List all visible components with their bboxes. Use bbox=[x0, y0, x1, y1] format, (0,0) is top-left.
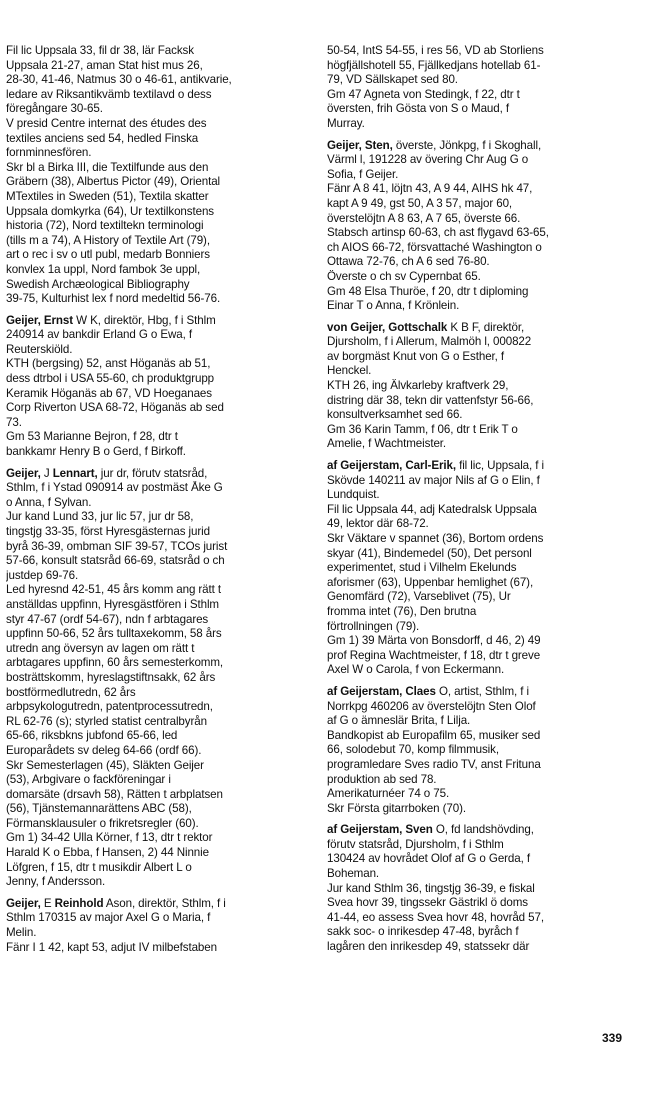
text-run: ledare av Riksantikvämb textilavd o dess bbox=[6, 87, 212, 101]
text-line bbox=[6, 598, 308, 613]
text-run: prof Regina Wachtmeister, f 18, dtr t greve bbox=[327, 648, 541, 662]
text-run: Jur kand Lund 33, jur lic 57, jur dr 58, bbox=[6, 510, 194, 524]
text-run: 79, VD Sällskapet sed 80. bbox=[327, 73, 458, 87]
text-run: Lundquist. bbox=[327, 488, 380, 502]
text-run: (53), Arbgivare o fackföreningar i bbox=[6, 773, 171, 787]
text-run: art o rec i sv o utl publ, medarb Bonniers bbox=[6, 248, 210, 262]
text-line bbox=[6, 656, 308, 671]
text-run: Boheman. bbox=[327, 867, 380, 881]
text-line bbox=[327, 503, 629, 518]
text-run: arbtagares uppfinn, 60 års semesterkomm, bbox=[6, 656, 224, 670]
text-line bbox=[6, 278, 308, 293]
text-run: (tills m a 74), A History of Textile Art (79), bbox=[6, 233, 210, 247]
text-run: jur dr, förutv statsråd, bbox=[97, 466, 208, 480]
text-line bbox=[6, 102, 308, 117]
text-line bbox=[327, 88, 629, 103]
text-line bbox=[6, 467, 308, 482]
text-line bbox=[6, 88, 308, 103]
text-run: Gm 48 Elsa Thuröe, f 20, dtr t diploming bbox=[327, 284, 529, 298]
text-line bbox=[327, 852, 629, 867]
text-run: Sthlm 170315 av major Axel G o Maria, f bbox=[6, 911, 211, 925]
text-run: aforismer (63), Uppenbar hemlighet (67), bbox=[327, 575, 534, 589]
text-run: K B F, direktör, bbox=[447, 320, 525, 334]
text-line bbox=[327, 532, 629, 547]
text-line bbox=[6, 627, 308, 642]
text-run: bostförmedlutredn, 62 års bbox=[6, 685, 136, 699]
text-run: Amelie, f Wachtmeister. bbox=[327, 437, 447, 451]
text-run: Gräbern (38), Albertus Pictor (49), Oriental bbox=[6, 175, 221, 189]
text-run: Genomfärd (72), Varseblivet (75), Ur bbox=[327, 590, 511, 604]
text-run: O, fd landshövding, bbox=[432, 823, 534, 837]
text-line bbox=[6, 248, 308, 263]
text-run: 28-30, 41-46, Natmus 30 o 46-61, antikvarie, bbox=[6, 73, 232, 87]
text-line bbox=[327, 925, 629, 940]
text-line bbox=[6, 802, 308, 817]
text-run: Skr bl a Birka III, die Textilfunde aus den bbox=[6, 160, 209, 174]
text-run: lagåren den inrikesdep 49, statssekr där bbox=[327, 940, 530, 954]
biography-entry bbox=[327, 459, 629, 678]
text-run: sakk soc- o inrikesdep 47-48, byråch f bbox=[327, 925, 519, 939]
text-line bbox=[6, 911, 308, 926]
text-line bbox=[6, 416, 308, 431]
text-line bbox=[6, 744, 308, 759]
text-line bbox=[327, 153, 629, 168]
text-line bbox=[327, 321, 629, 336]
text-line bbox=[6, 73, 308, 88]
text-run: Norrkpg 460206 av överstelöjtn Sten Olof bbox=[327, 699, 536, 713]
text-run: Gm 1) 34-42 Ulla Körner, f 13, dtr t rektor bbox=[6, 831, 213, 845]
text-run: justdep 69-76. bbox=[6, 568, 79, 582]
text-run: Överste o ch sv Cypernbat 65. bbox=[327, 269, 481, 283]
text-run: dess dtrbol i USA 55-60, ch produktgrupp bbox=[6, 372, 215, 386]
text-run: textiles anciens sed 54, hedled Finska bbox=[6, 131, 199, 145]
text-run: arbpsykologutredn, patentprocessutredn, bbox=[6, 700, 213, 714]
biography-entry bbox=[327, 139, 629, 314]
text-run: bosträttskomm, hyreslagstiftnsakk, 62 års bbox=[6, 670, 216, 684]
text-line bbox=[327, 474, 629, 489]
text-run: Led hyresnd 42-51, 45 års komm ang rätt t bbox=[6, 583, 222, 597]
text-run: Skövde 140211 av major Nils af G o Elin, f bbox=[327, 473, 540, 487]
text-run: Djursholm, f i Allerum, Malmöh l, 000822 bbox=[327, 335, 532, 349]
text-line bbox=[6, 846, 308, 861]
text-line bbox=[6, 132, 308, 147]
text-run: Ottawa 72-76, ch A 6 sed 76-80. bbox=[327, 255, 490, 269]
right-column bbox=[327, 44, 629, 962]
text-run: 66, solodebut 70, komp filmmusik, bbox=[327, 743, 499, 757]
text-line bbox=[6, 613, 308, 628]
text-line bbox=[6, 481, 308, 496]
entry-name: Geijer, bbox=[6, 466, 41, 480]
text-run: anställdas uppfinn, Hyresgästfören i Sthlm bbox=[6, 597, 219, 611]
text-line bbox=[6, 430, 308, 445]
entry-name: af Geijerstam, Sven bbox=[327, 823, 433, 837]
text-line bbox=[6, 219, 308, 234]
text-run: Ason, direktör, Sthlm, f i bbox=[103, 896, 226, 910]
text-line bbox=[6, 540, 308, 555]
text-line bbox=[6, 205, 308, 220]
text-line bbox=[6, 817, 308, 832]
text-line bbox=[327, 437, 629, 452]
text-run: Skr Första gitarrboken (70). bbox=[327, 801, 466, 815]
text-run: 39-75, Kulturhist lex f nord medeltid 56-76. bbox=[6, 292, 221, 306]
text-run: Gm 36 Karin Tamm, f 06, dtr t Erik T o bbox=[327, 422, 518, 436]
text-line bbox=[327, 649, 629, 664]
text-run: fornminnesfören. bbox=[6, 146, 92, 160]
text-line bbox=[6, 401, 308, 416]
text-line bbox=[6, 569, 308, 584]
text-line bbox=[327, 911, 629, 926]
text-run: Gm 47 Agneta von Stedingk, f 22, dtr t bbox=[327, 87, 520, 101]
text-line bbox=[327, 299, 629, 314]
text-line bbox=[327, 758, 629, 773]
text-run: af G o ämneslär Brita, f Lilja. bbox=[327, 714, 471, 728]
text-line bbox=[6, 372, 308, 387]
left-column bbox=[6, 44, 308, 962]
text-line bbox=[6, 328, 308, 343]
text-line bbox=[327, 620, 629, 635]
text-run: Skr Väktare v spannet (36), Bortom ordens bbox=[327, 532, 544, 545]
text-run: översten, frih Gösta von S o Maud, f bbox=[327, 102, 509, 116]
text-run: 50-54, IntS 54-55, i res 56, VD ab Storliens bbox=[327, 44, 544, 57]
text-run: konvlex 1a uppl, Nord fambok 3e uppl, bbox=[6, 262, 201, 276]
text-line bbox=[327, 197, 629, 212]
text-run: ch AIOS 66-72, försvattaché Washington o bbox=[327, 240, 542, 254]
text-line bbox=[6, 831, 308, 846]
text-run: 130424 av hovrådet Olof af G o Gerda, f bbox=[327, 852, 530, 866]
text-run: Uppsala domkyrka (64), Ur textilkonstens bbox=[6, 204, 214, 218]
text-line bbox=[6, 117, 308, 132]
text-run: uppfinn 50-66, 52 års tulltaxekomm, 58 års bbox=[6, 627, 222, 641]
text-run: högfjällshotell 55, Fjällkedjans hotellab 61- bbox=[327, 58, 541, 72]
text-run: (56), Tjänstemannarättens ABC (58), bbox=[6, 802, 192, 816]
entry-name: von Geijer, Gottschalk bbox=[327, 320, 448, 334]
text-line bbox=[327, 743, 629, 758]
text-line bbox=[327, 73, 629, 88]
biography-entry bbox=[6, 467, 308, 890]
text-line bbox=[327, 182, 629, 197]
text-line bbox=[6, 234, 308, 249]
text-line bbox=[6, 292, 308, 307]
text-line bbox=[6, 525, 308, 540]
text-line bbox=[327, 547, 629, 562]
text-line bbox=[327, 517, 629, 532]
entry-name: Geijer, Sten, bbox=[327, 138, 393, 152]
text-run: Fänr I 1 42, kapt 53, adjut IV milbefstaben bbox=[6, 940, 217, 954]
text-run: Löfgren, f 15, dtr t musikdir Albert L o bbox=[6, 860, 192, 874]
text-line bbox=[327, 896, 629, 911]
text-run: Uppsala 21-27, aman Stat hist mus 26, bbox=[6, 58, 203, 72]
text-line bbox=[327, 882, 629, 897]
text-line bbox=[327, 226, 629, 241]
text-run: Einar T o Anna, f Krönlein. bbox=[327, 299, 460, 313]
biography-entry bbox=[327, 44, 629, 132]
text-run: 41-44, eo assess Svea hovr 48, hovråd 57, bbox=[327, 910, 544, 924]
text-run: Sofia, f Geijer. bbox=[327, 167, 399, 181]
entry-name: af Geijerstam, Carl-Erik, bbox=[327, 459, 456, 473]
text-line bbox=[327, 940, 629, 955]
text-run: Reuterskiöld. bbox=[6, 342, 73, 356]
text-run: historia (72), Nord textiltekn terminologi bbox=[6, 219, 204, 233]
biography-entry bbox=[6, 314, 308, 460]
text-line bbox=[327, 459, 629, 474]
text-run: domarsäte (drsavh 58), Rätten t arbplatsen bbox=[6, 787, 223, 801]
text-run: W K, direktör, Hbg, f i Sthlm bbox=[73, 313, 216, 327]
text-line bbox=[6, 175, 308, 190]
text-line bbox=[327, 685, 629, 700]
text-run: Förmansklausuler o frikretsregler (60). bbox=[6, 816, 199, 830]
text-run: Skr Semesterlagen (45), Släkten Geijer bbox=[6, 758, 204, 772]
text-run: E bbox=[40, 896, 55, 910]
text-run: o Anna, f Sylvan. bbox=[6, 495, 92, 509]
text-line bbox=[6, 583, 308, 598]
text-line bbox=[6, 788, 308, 803]
text-run: distring där 38, tekn dir vattenfstyr 56-66, bbox=[327, 393, 534, 407]
text-run: Axel W o Carola, f von Eckermann. bbox=[327, 663, 505, 677]
text-line bbox=[6, 59, 308, 74]
text-run: bankkamr Henry B o Gerd, f Birkoff. bbox=[6, 445, 186, 459]
text-run: fil lic, Uppsala, f i bbox=[455, 459, 544, 473]
text-run: Melin. bbox=[6, 926, 37, 940]
text-line bbox=[327, 117, 629, 132]
text-run: 240914 av bankdir Erland G o Ewa, f bbox=[6, 328, 192, 342]
text-line bbox=[327, 255, 629, 270]
text-line bbox=[6, 897, 308, 912]
text-line bbox=[327, 605, 629, 620]
text-line bbox=[327, 561, 629, 576]
text-run: Murray. bbox=[327, 116, 365, 130]
text-run: av borgmäst Knut von G o Esther, f bbox=[327, 349, 505, 363]
text-run: V presid Centre internat des études des bbox=[6, 116, 207, 130]
text-run: överstelöjtn A 8 63, A 7 65, överste 66. bbox=[327, 211, 521, 225]
text-run: KTH (bergsing) 52, anst Höganäs ab 51, bbox=[6, 357, 211, 371]
text-line bbox=[327, 663, 629, 678]
text-run: Henckel. bbox=[327, 364, 372, 378]
text-run: förtrollningen (79). bbox=[327, 619, 420, 633]
biography-entry bbox=[327, 321, 629, 452]
text-line bbox=[327, 408, 629, 423]
text-line bbox=[327, 488, 629, 503]
text-line bbox=[327, 285, 629, 300]
text-line bbox=[327, 59, 629, 74]
text-line bbox=[327, 787, 629, 802]
text-line bbox=[327, 350, 629, 365]
text-line bbox=[6, 941, 308, 956]
text-line bbox=[327, 168, 629, 183]
text-run: Sthlm, f i Ystad 090914 av postmäst Åke G bbox=[6, 481, 223, 495]
text-run: tingstjg 33-35, först Hyresgästernas jurid bbox=[6, 525, 210, 538]
text-run: Amerikaturnéer 74 o 75. bbox=[327, 787, 450, 801]
text-run: Corp Riverton USA 68-72, Höganäs ab sed bbox=[6, 401, 224, 415]
text-line bbox=[327, 867, 629, 882]
text-line bbox=[6, 496, 308, 511]
text-line bbox=[6, 671, 308, 686]
text-run: Stabsch artinsp 60-63, ch ast flygavd 63-65, bbox=[327, 226, 549, 240]
text-run: Swedish Archæological Bibliography bbox=[6, 277, 190, 291]
text-run: J bbox=[40, 466, 53, 480]
text-run: Harald K o Ebba, f Hansen, 2) 44 Ninnie bbox=[6, 846, 209, 860]
text-line bbox=[327, 270, 629, 285]
text-run: överste, Jönkpg, f i Skoghall, bbox=[392, 138, 542, 152]
text-run: 49, lektor där 68-72. bbox=[327, 517, 429, 531]
text-line bbox=[6, 686, 308, 701]
text-line bbox=[6, 387, 308, 402]
text-line bbox=[327, 379, 629, 394]
text-line bbox=[327, 102, 629, 117]
text-line bbox=[327, 335, 629, 350]
biography-entry bbox=[327, 823, 629, 954]
text-line bbox=[327, 212, 629, 227]
text-run: 65-66, riksbkns jubfond 65-66, led bbox=[6, 729, 178, 743]
text-line bbox=[6, 773, 308, 788]
text-line bbox=[327, 700, 629, 715]
text-run: styr 47-67 (ordf 54-67), ndn f arbtagares bbox=[6, 612, 209, 626]
text-run: Bandkopist ab Europafilm 65, musiker sed bbox=[327, 728, 541, 742]
text-line bbox=[6, 146, 308, 161]
text-line bbox=[327, 241, 629, 256]
text-line bbox=[6, 700, 308, 715]
text-run: KTH 26, ing Älvkarleby kraftverk 29, bbox=[327, 379, 509, 393]
text-line bbox=[327, 729, 629, 744]
text-run: Värml l, 191228 av övering Chr Aug G o bbox=[327, 153, 529, 167]
text-line bbox=[327, 714, 629, 729]
text-run: O, artist, Sthlm, f i bbox=[435, 684, 529, 698]
text-line bbox=[6, 926, 308, 941]
text-line bbox=[327, 44, 629, 59]
text-run: föregångare 30-65. bbox=[6, 102, 103, 116]
text-line bbox=[6, 263, 308, 278]
text-run: Fänr A 8 41, löjtn 43, A 9 44, AIHS hk 47, bbox=[327, 182, 533, 196]
biography-entry bbox=[6, 44, 308, 307]
text-run: skyar (41), Bindemedel (50), Det personl bbox=[327, 546, 532, 560]
text-line bbox=[327, 394, 629, 409]
text-line bbox=[327, 364, 629, 379]
text-line bbox=[6, 875, 308, 890]
entry-name: af Geijerstam, Claes bbox=[327, 684, 436, 698]
text-run: Gm 53 Marianne Bejron, f 28, dtr t bbox=[6, 430, 178, 444]
text-line bbox=[327, 802, 629, 817]
biography-entry bbox=[6, 897, 308, 955]
text-line bbox=[6, 314, 308, 329]
entry-name: Geijer, bbox=[6, 896, 41, 910]
text-run: byrå 36-39, ombman SIF 39-57, TCOs jurist bbox=[6, 539, 228, 553]
text-run: Europarådets sv deleg 64-66 (ordf 66). bbox=[6, 743, 202, 757]
text-line bbox=[327, 823, 629, 838]
text-run: 73. bbox=[6, 415, 22, 429]
text-line bbox=[327, 634, 629, 649]
text-run: Jenny, f Andersson. bbox=[6, 875, 106, 889]
text-run: programledare Sves radio TV, anst Frituna bbox=[327, 757, 541, 771]
text-run: förutv statsråd, Djursholm, f i Sthlm bbox=[327, 837, 504, 851]
text-line bbox=[6, 190, 308, 205]
text-line bbox=[6, 729, 308, 744]
text-run: 57-66, konsult statsråd 66-69, statsråd o ch bbox=[6, 554, 225, 568]
entry-name: Lennart, bbox=[52, 466, 98, 480]
text-line bbox=[6, 715, 308, 730]
text-run: konsultverksamhet sed 66. bbox=[327, 408, 463, 422]
text-line bbox=[6, 44, 308, 59]
text-line bbox=[327, 773, 629, 788]
text-line bbox=[6, 445, 308, 460]
text-line bbox=[327, 576, 629, 591]
text-line bbox=[327, 139, 629, 154]
text-line bbox=[6, 343, 308, 358]
text-run: produktion ab sed 78. bbox=[327, 772, 437, 786]
entry-name: Reinhold bbox=[54, 896, 104, 910]
text-line bbox=[6, 510, 308, 525]
text-line bbox=[327, 423, 629, 438]
text-line bbox=[6, 642, 308, 657]
text-run: Gm 1) 39 Märta von Bonsdorff, d 46, 2) 49 bbox=[327, 634, 541, 648]
entry-name: Geijer, Ernst bbox=[6, 313, 74, 327]
text-line bbox=[6, 357, 308, 372]
page-number: 339 bbox=[602, 1031, 623, 1045]
text-run: utredn ang översyn av lagen om rätt t bbox=[6, 641, 195, 655]
text-line bbox=[6, 759, 308, 774]
text-run: Keramik Höganäs ab 67, VD Hoeganaes bbox=[6, 386, 212, 400]
biography-entry bbox=[327, 685, 629, 816]
text-run: MTextiles in Sweden (51), Textila skatter bbox=[6, 189, 209, 203]
text-run: kapt A 9 49, gst 50, A 3 57, major 60, bbox=[327, 196, 513, 210]
text-run: Fil lic Uppsala 33, fil dr 38, lär Facksk bbox=[6, 44, 194, 57]
text-run: fromma intet (76), Den brutna bbox=[327, 604, 477, 618]
text-run: experimentet, stud i Vilhelm Ekelunds bbox=[327, 561, 517, 575]
text-line bbox=[327, 838, 629, 853]
text-line bbox=[6, 161, 308, 176]
text-line bbox=[6, 554, 308, 569]
text-line bbox=[327, 590, 629, 605]
text-run: Jur kand Sthlm 36, tingstjg 36-39, e fiskal bbox=[327, 881, 535, 895]
text-line bbox=[6, 861, 308, 876]
text-run: Fil lic Uppsala 44, adj Katedralsk Uppsala bbox=[327, 502, 537, 516]
text-run: Svea hovr 39, tingssekr Gästrikl ö doms bbox=[327, 896, 529, 910]
text-run: RL 62-76 (s); styrled statist centralbyrån bbox=[6, 714, 207, 728]
